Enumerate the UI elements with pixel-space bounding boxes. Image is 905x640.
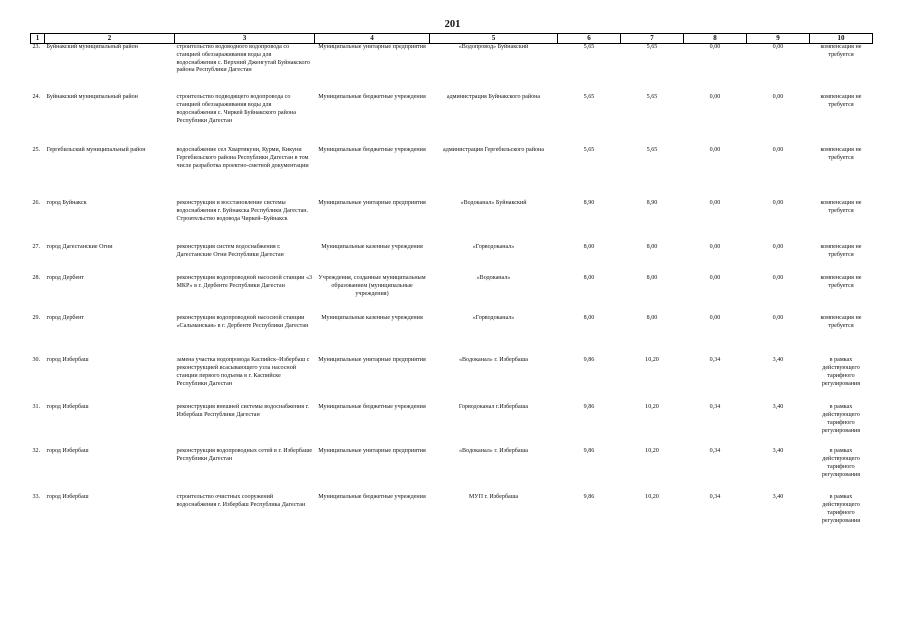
compensation-cell: в рамках действующего тарифного регулирования	[821, 404, 861, 434]
municipality-cell: город Избербаш	[46, 494, 89, 501]
value-col6: 9,86	[583, 448, 595, 455]
data-table-container	[30, 33, 872, 534]
value-col9: 0,00	[772, 315, 784, 322]
column-number-row	[31, 34, 873, 44]
organization-cell: МУП г. Избербаша	[468, 494, 519, 501]
measure-cell: строительство водоводного водопровода со станцией обеззараживания воды для водоснабжения с. Верхний Дженгутай Буйнакского района Республики Дагестан	[176, 43, 310, 74]
value-col6: 9,86	[583, 357, 595, 364]
organization-cell: «Водоканал»	[476, 275, 511, 282]
compensation-cell: в рамках действующего тарифного регулирования	[821, 494, 861, 524]
table-row	[31, 94, 873, 147]
table-row	[31, 244, 873, 275]
compensation-cell: в рамках действующего тарифного регулирования	[821, 357, 861, 387]
value-col8: 0,00	[709, 244, 721, 251]
value-col7: 5,65	[646, 147, 658, 154]
value-col9: 3,40	[772, 404, 784, 411]
measure-cell: водоснабжение сел Хвартикуни, Курми, Кикуни Гергебильского района Республики Дагестан в том числе разработка проектно-сметной документации	[176, 147, 309, 170]
table-row	[31, 448, 873, 494]
row-number: 30.	[32, 357, 41, 364]
org-type-cell: Муниципальные унитарные предприятия	[318, 357, 426, 364]
value-col7: 5,65	[646, 43, 658, 50]
row-number: 23.	[32, 43, 41, 50]
value-col8: 0,00	[709, 315, 721, 322]
municipality-cell: город Дербент	[46, 315, 85, 322]
value-col9: 0,00	[772, 94, 784, 101]
row-number: 26.	[32, 200, 41, 207]
compensation-cell: компенсация не требуется	[820, 275, 862, 290]
municipality-cell: Гергебильский муниципальный район	[46, 147, 146, 154]
table-row	[31, 275, 873, 315]
data-table	[30, 33, 873, 534]
municipality-cell: город Дагестанские Огни	[46, 244, 113, 251]
org-type-cell: Муниципальные бюджетные учреждения	[318, 494, 426, 501]
column-header: 9	[747, 34, 810, 44]
column-header: 1	[31, 34, 45, 44]
organization-cell: «Водоканал» г. Избербаша	[459, 357, 528, 364]
value-col7: 8,00	[646, 244, 658, 251]
value-col7: 8,00	[646, 315, 658, 322]
row-number: 31.	[32, 404, 41, 411]
value-col6: 8,90	[583, 200, 595, 207]
municipality-cell: Буйнакский муниципальный район	[46, 94, 138, 101]
row-number: 33.	[32, 494, 41, 501]
measure-cell: строительство подводящего водопровода со станцией обеззараживания воды для водоснабжения с. Чиркей Буйнакского района Республики Дагестан	[176, 94, 296, 124]
row-number: 32.	[32, 448, 41, 455]
value-col8: 0,34	[709, 357, 721, 364]
value-col8: 0,00	[709, 94, 721, 101]
municipality-cell: город Избербаш	[46, 404, 89, 411]
row-number: 24.	[32, 94, 41, 101]
value-col6: 9,86	[583, 494, 595, 501]
organization-cell: «Водоканал» г. Избербаша	[459, 448, 528, 455]
table-row	[31, 43, 873, 94]
value-col8: 0,00	[709, 200, 721, 207]
measure-cell: реконструкция водопроводных сетей в г. Избербаше Республики Дагестан	[176, 448, 313, 463]
value-col6: 8,00	[583, 315, 595, 322]
column-header: 3	[175, 34, 315, 44]
table-row	[31, 357, 873, 404]
compensation-cell: в рамках действующего тарифного регулирования	[821, 448, 861, 478]
org-type-cell: Муниципальные унитарные предприятия	[318, 43, 426, 50]
column-header: 8	[684, 34, 747, 44]
value-col8: 0,00	[709, 275, 721, 282]
table-row	[31, 200, 873, 244]
compensation-cell: компенсация не требуется	[820, 244, 862, 259]
org-type-cell: Муниципальные унитарные предприятия	[318, 448, 426, 455]
column-header: 6	[558, 34, 621, 44]
org-type-cell: Муниципальные бюджетные учреждения	[318, 94, 426, 101]
compensation-cell: компенсация не требуется	[820, 94, 862, 109]
organization-cell: Горводоканал г.Избербаша	[458, 404, 529, 411]
value-col7: 5,65	[646, 94, 658, 101]
table-row	[31, 315, 873, 357]
column-header: 10	[810, 34, 873, 44]
municipality-cell: город Буйнакск	[46, 200, 87, 207]
value-col7: 8,90	[646, 200, 658, 207]
row-number: 27.	[32, 244, 41, 251]
value-col8: 0,34	[709, 404, 721, 411]
column-header: 2	[45, 34, 175, 44]
measure-cell: реконструкция систем водоснабжения г. Дагестанские Огни Республики Дагестан	[176, 244, 284, 259]
organization-cell: «Горводоканал»	[472, 244, 515, 251]
compensation-cell: компенсация не требуется	[820, 200, 862, 215]
value-col6: 8,00	[583, 275, 595, 282]
org-type-cell: Муниципальные казенные учреждения	[321, 244, 423, 251]
column-header: 7	[621, 34, 684, 44]
column-header: 4	[315, 34, 430, 44]
organization-cell: администрация Гергебильского района	[443, 147, 544, 154]
compensation-cell: компенсация не требуется	[820, 315, 862, 330]
value-col8: 0,00	[709, 147, 721, 154]
value-col6: 5,65	[583, 94, 595, 101]
value-col6: 5,65	[583, 147, 595, 154]
organization-cell: «Водоканал» Буйнакский	[460, 200, 527, 207]
row-number: 29.	[32, 315, 41, 322]
measure-cell: реконструкция водопроводной насосной станции «3 МКР» в г. Дербенте Республики Дагестан	[176, 275, 313, 290]
page-number: 201	[444, 19, 461, 30]
value-col9: 0,00	[772, 147, 784, 154]
value-col7: 10,20	[645, 357, 659, 364]
table-row	[31, 494, 873, 534]
value-col7: 8,00	[646, 275, 658, 282]
organization-cell: «Горводоканал»	[472, 315, 515, 322]
organization-cell: «Водопровод» Буйнакский	[458, 43, 529, 50]
column-header: 5	[430, 34, 558, 44]
municipality-cell: город Дербент	[46, 275, 85, 282]
municipality-cell: город Избербаш	[46, 357, 89, 364]
organization-cell: администрация Буйнакского района	[446, 94, 541, 101]
value-col9: 3,40	[772, 357, 784, 364]
table-row	[31, 147, 873, 200]
org-type-cell: Учреждения, созданные муниципальным образованием (муниципальные учреждения)	[318, 275, 426, 298]
value-col9: 0,00	[772, 43, 784, 50]
value-col9: 0,00	[772, 200, 784, 207]
measure-cell: замена участка водопровода Каспийск–Избербаш с реконструкцией всасывающего узла насосной станции первого подъема в г. Каспийске Республики Дагестан	[176, 357, 310, 387]
measure-cell: реконструкция и восстановление системы водоснабжения г. Буйнакска Республики Дагестан. Строительство водовода Чиркей–Буйнакск	[176, 200, 309, 223]
value-col7: 10,20	[645, 404, 659, 411]
compensation-cell: компенсация не требуется	[820, 43, 862, 58]
value-col9: 3,40	[772, 448, 784, 455]
value-col9: 3,40	[772, 494, 784, 501]
value-col8: 0,34	[709, 494, 721, 501]
value-col8: 0,00	[709, 43, 721, 50]
row-number: 28.	[32, 275, 41, 282]
row-number: 25.	[32, 147, 41, 154]
org-type-cell: Муниципальные бюджетные учреждения	[318, 147, 426, 154]
value-col7: 10,20	[645, 448, 659, 455]
value-col9: 0,00	[772, 275, 784, 282]
table-row	[31, 404, 873, 448]
measure-cell: строительство очистных сооружений водоснабжения г. Избербаш Республика Дагестан	[176, 494, 306, 509]
compensation-cell: компенсация не требуется	[820, 147, 862, 162]
value-col9: 0,00	[772, 244, 784, 251]
measure-cell: реконструкция внешней системы водоснабжения г. Избербаш Республики Дагестан	[176, 404, 309, 419]
org-type-cell: Муниципальные казенные учреждения	[321, 315, 423, 322]
value-col6: 5,65	[583, 43, 595, 50]
municipality-cell: город Избербаш	[46, 448, 89, 455]
value-col6: 8,00	[583, 244, 595, 251]
value-col7: 10,20	[645, 494, 659, 501]
municipality-cell: Буйнакский муниципальный район	[46, 43, 138, 50]
org-type-cell: Муниципальные унитарные предприятия	[318, 200, 426, 207]
value-col6: 9,86	[583, 404, 595, 411]
org-type-cell: Муниципальные бюджетные учреждения	[318, 404, 426, 411]
value-col8: 0,34	[709, 448, 721, 455]
measure-cell: реконструкция водопроводной насосной станции «Сальманская» в г. Дербенте Республики Дагестан	[176, 315, 309, 330]
